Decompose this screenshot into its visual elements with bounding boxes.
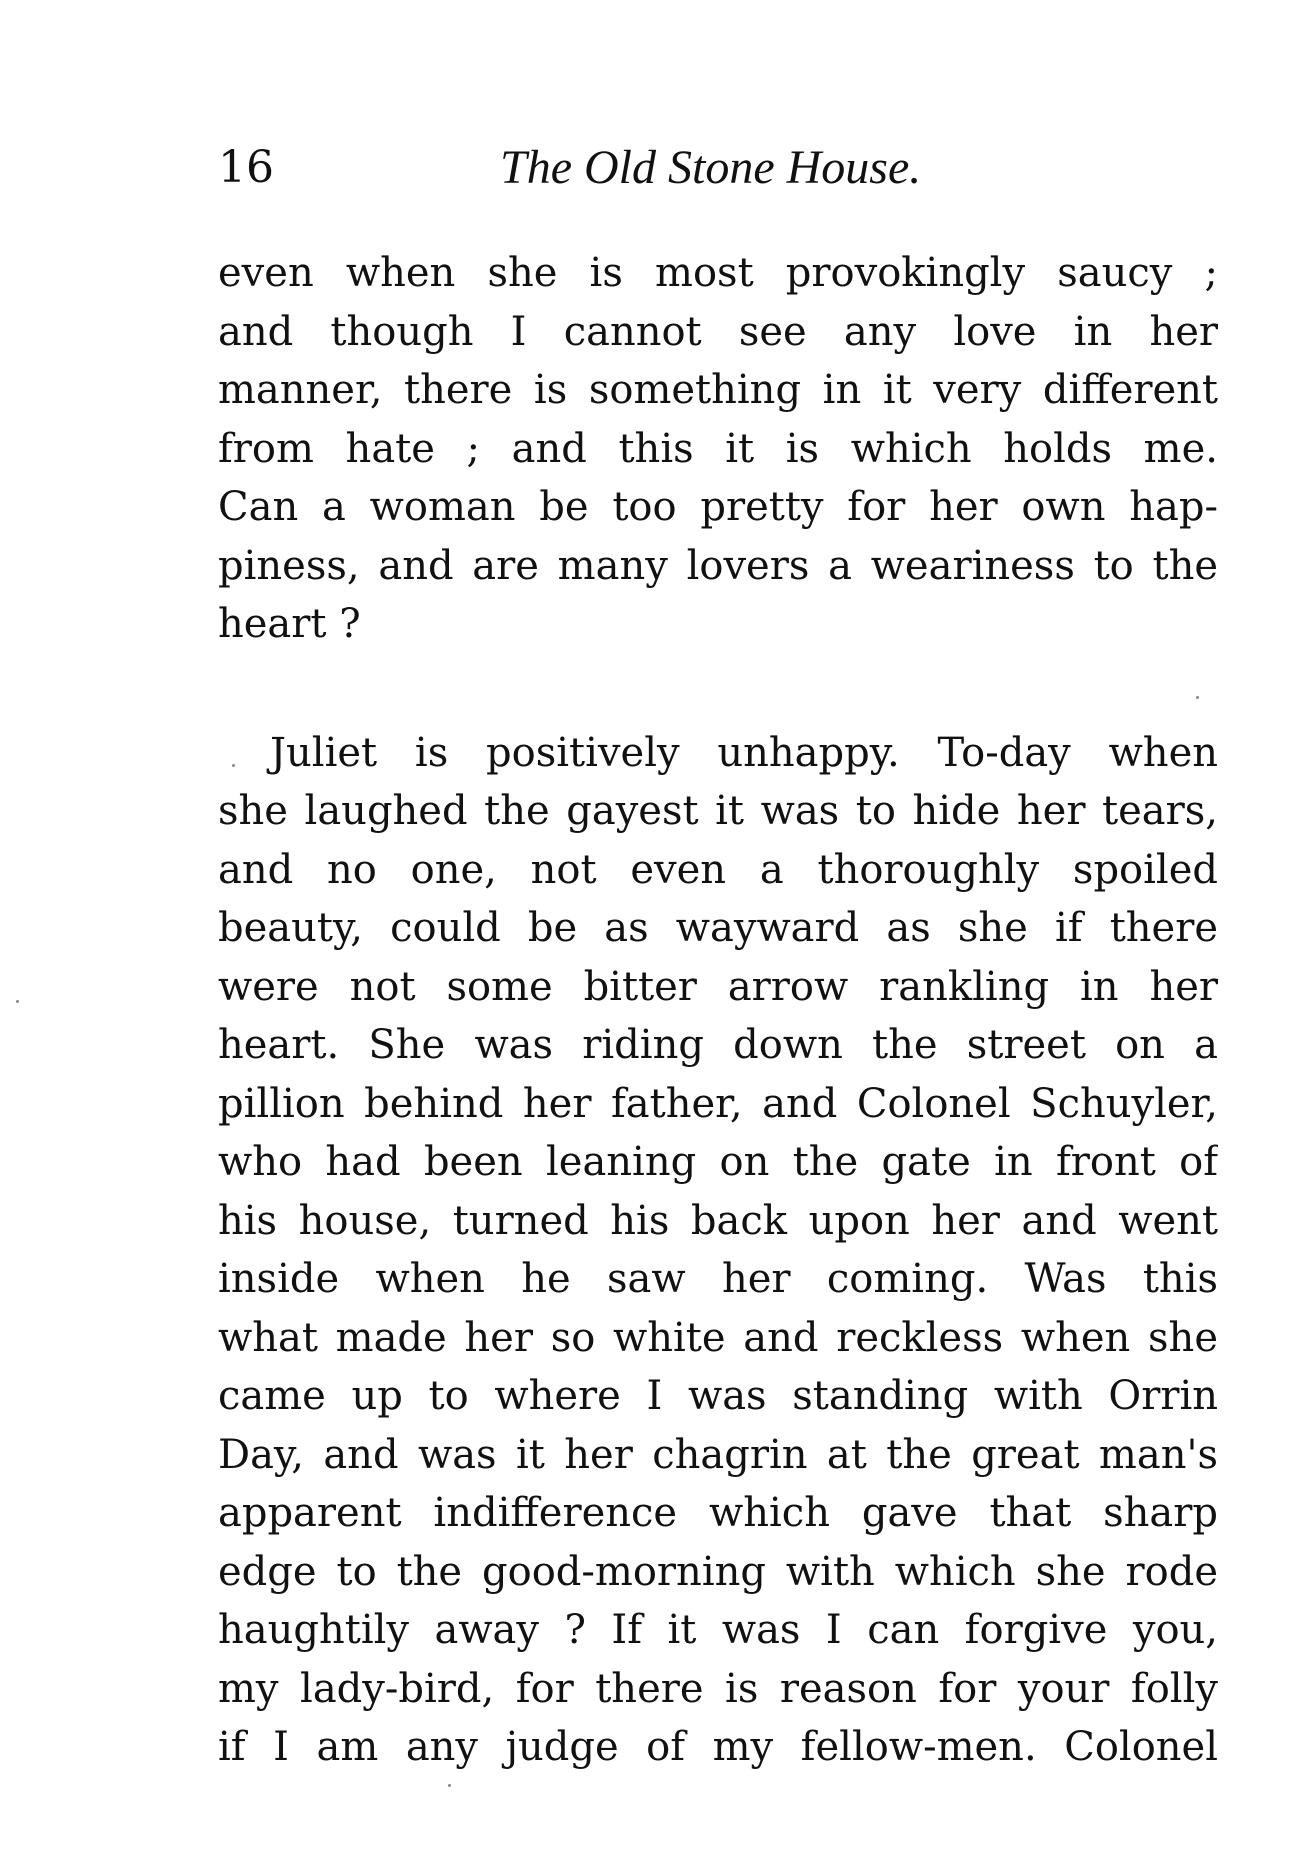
running-head [218, 138, 1218, 198]
paragraph-gap [218, 654, 1218, 724]
text-line: beauty, could be as wayward as she if there [218, 905, 1218, 951]
text-line: heart. She was riding down the street on a [218, 1022, 1218, 1068]
text-line: if I am any judge of my fellow-men. Colonel [218, 1724, 1218, 1770]
paragraph [218, 244, 1218, 654]
text-line: Juliet is positively unhappy. To-day when [270, 729, 1218, 776]
paper-speck [448, 1784, 451, 1787]
text-line: manner, there is something in it very different [218, 367, 1218, 413]
text-line: what made her so white and reckless when she [218, 1314, 1218, 1361]
paper-speck [16, 1000, 19, 1003]
text-line: from hate ; and this it is which holds me. [218, 425, 1218, 472]
text-line: heart ? [218, 601, 361, 647]
text-line: Day, and was it her chagrin at the great man's [218, 1431, 1218, 1478]
paper-speck [1196, 696, 1199, 699]
text-line: inside when he saw her coming. Was this [218, 1256, 1218, 1302]
text-line: haughtily away ? If it was I can forgive you, [218, 1607, 1218, 1653]
text-line: pillion behind her father, and Colonel Schuyler, [218, 1080, 1218, 1127]
text-line: she laughed the gayest it was to hide her tears, [218, 788, 1218, 834]
text-line: apparent indifference which gave that sharp [218, 1490, 1218, 1536]
text-line: and though I cannot see any love in her [218, 308, 1218, 355]
running-title: The Old Stone House. [500, 141, 922, 194]
paper-speck [232, 764, 235, 767]
text-line: and no one, not even a thoroughly spoiled [218, 846, 1218, 893]
text-line: Can a woman be too pretty for her own hap- [218, 484, 1218, 530]
text-line: even when she is most provokingly saucy ; [218, 250, 1218, 296]
text-line: his house, turned his back upon her and went [218, 1197, 1218, 1244]
text-line [218, 1777, 1218, 1836]
page-number: 16 [218, 142, 274, 193]
text-line: who had been leaning on the gate in front of [218, 1139, 1218, 1185]
body-text [218, 244, 1218, 1835]
text-line: came up to where I was standing with Orrin [218, 1373, 1218, 1419]
text-line: edge to the good-morning with which she rode [218, 1548, 1218, 1595]
text-line: piness, and are many lovers a weariness to the [218, 542, 1218, 589]
paragraph [218, 724, 1218, 1836]
text-line: were not some bitter arrow rankling in her [218, 963, 1218, 1010]
text-line: my lady-bird, for there is reason for your folly [218, 1665, 1218, 1712]
